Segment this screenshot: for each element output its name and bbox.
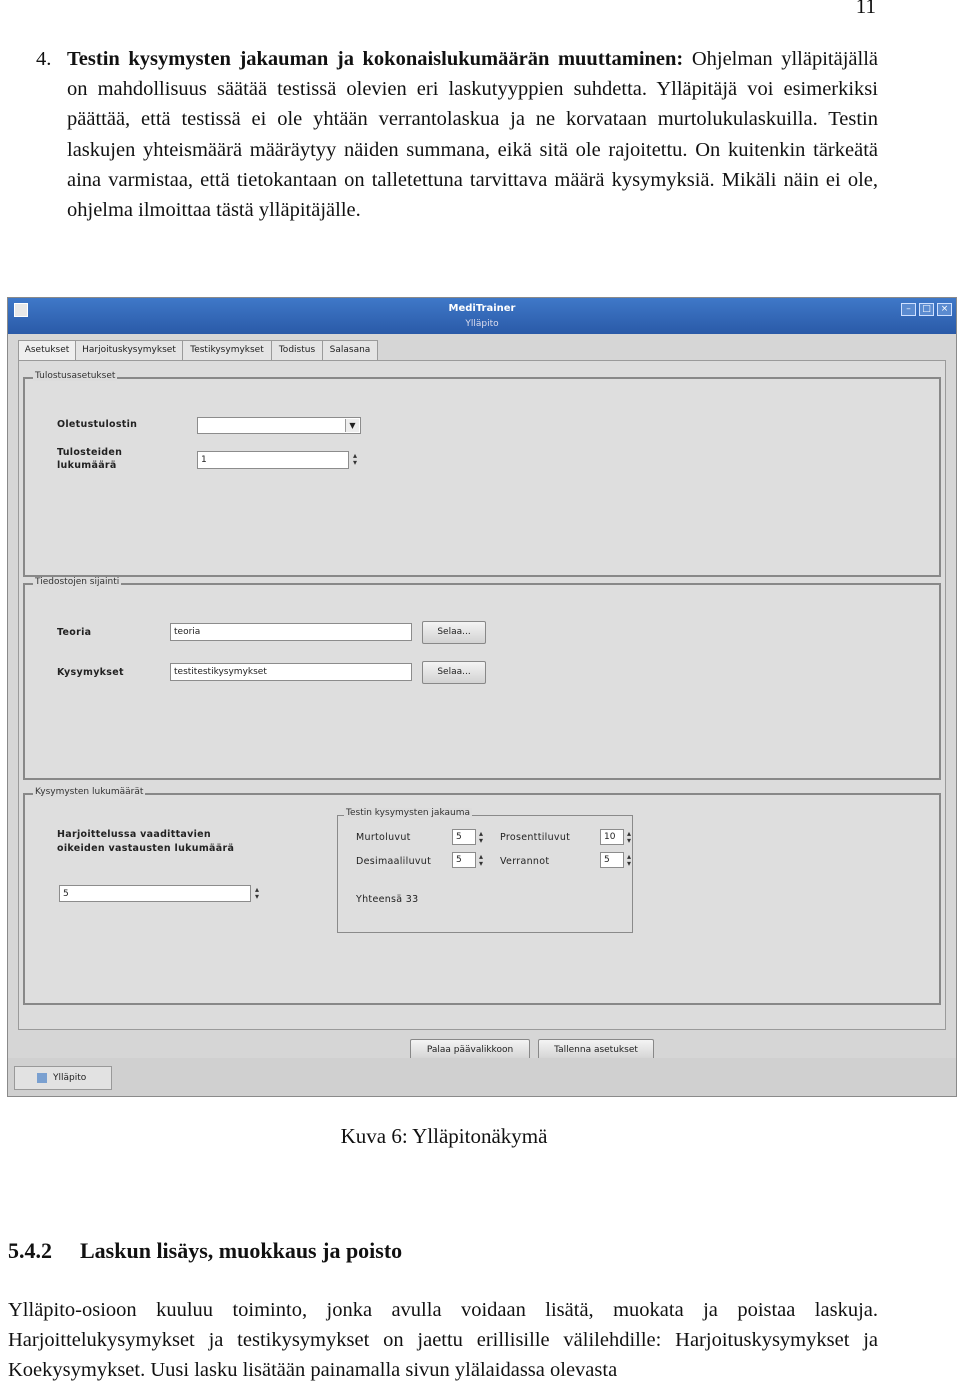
- printer-label: Oletustulostin: [57, 419, 138, 430]
- print-settings-legend: Tulostusasetukset: [35, 371, 116, 381]
- theory-label: Teoria: [57, 627, 92, 638]
- ratio-spinner[interactable]: ▴ ▾: [627, 852, 632, 868]
- list-item-text: Ohjelman ylläpitäjällä on mahdollisuus säätää testissä olevien eri laskutyyppien suhdetta. Ylläpitäjä voi esimerkiksi päättää, että testissä ei ole yhtään verrantolaskua ja ne korvataan murtolukulaskuilla. Testin laskujen yhteismäärä määräytyy näiden summana, eikä sitä ole rajoitettu. On kuitenkin tärkeätä aina varmistaa, että tietokantaan on talletettuna tarvittava määrä kysymyksiä. Mikäli näin ei ole, ohjelma ilmoittaa tästä ylläpitäjälle.: [67, 48, 879, 222]
- taskbar: [8, 1058, 956, 1096]
- save-settings-button[interactable]: Tallenna asetukset: [538, 1039, 654, 1061]
- copies-label-line2: lukumäärä: [57, 460, 117, 471]
- practice-label-line1: Harjoittelussa vaadittavien: [57, 829, 211, 840]
- question-counts-legend: Kysymysten lukumäärät: [35, 787, 144, 797]
- total-label: Yhteensä 33: [356, 894, 419, 905]
- body-paragraph: Ylläpito-osioon kuuluu toiminto, jonka avulla voidaan lisätä, muokata ja poistaa laskuja. Harjoittelukysymykset ja testikysymykset on jaettu erillisille välilehdille: Harjoituskysymykset ja Koekysymykset. Uusi lasku lisätään painamalla sivun ylälaidassa olevasta: [8, 1299, 878, 1381]
- minimize-icon[interactable]: –: [901, 303, 916, 316]
- list-item-body: [67, 44, 878, 225]
- tab-asetukset[interactable]: Asetukset: [18, 340, 76, 361]
- window-subtitle: Ylläpito: [465, 319, 499, 329]
- printer-select[interactable]: [197, 417, 361, 434]
- practice-count-spinner[interactable]: ▴ ▾: [255, 885, 260, 901]
- fractions-input[interactable]: 5: [452, 829, 476, 845]
- section-title: Laskun lisäys, muokkaus ja poisto: [80, 1238, 403, 1263]
- list-item-heading: Testin kysymysten jakauman ja kokonaislukumäärän muuttaminen:: [67, 48, 684, 70]
- window-title: MediTrainer: [448, 303, 516, 314]
- fractions-label: Murtoluvut: [356, 832, 411, 843]
- decimals-spinner[interactable]: ▴ ▾: [479, 852, 484, 868]
- distribution-group: [337, 808, 633, 933]
- print-settings-group: [23, 371, 941, 577]
- figure-caption: Kuva 6: Ylläpitonäkymä: [340, 1124, 548, 1148]
- section-heading: [8, 1238, 402, 1264]
- window-icon: [37, 1073, 47, 1083]
- fractions-spinner[interactable]: ▴ ▾: [479, 829, 484, 845]
- close-icon[interactable]: ×: [937, 303, 952, 316]
- practice-label-line2: oikeiden vastausten lukumäärä: [57, 843, 235, 854]
- back-to-main-menu-button[interactable]: Palaa päävalikkoon: [410, 1039, 530, 1061]
- list-item-number: 4.: [36, 48, 52, 70]
- maximize-icon[interactable]: □: [919, 303, 934, 316]
- decimals-input[interactable]: 5: [452, 852, 476, 868]
- percent-label: Prosenttiluvut: [500, 832, 571, 843]
- window-titlebar: [8, 298, 956, 334]
- theory-path-input[interactable]: teoria: [170, 623, 412, 641]
- theory-browse-button[interactable]: Selaa...: [422, 621, 486, 644]
- questions-path-input[interactable]: testitestikysymykset: [170, 663, 412, 681]
- ratio-label: Verrannot: [500, 856, 550, 867]
- copies-input[interactable]: 1: [197, 451, 349, 469]
- questions-label: Kysymykset: [57, 667, 124, 678]
- taskbar-app-button[interactable]: [14, 1066, 112, 1090]
- copies-spinner[interactable]: ▴ ▾: [353, 451, 358, 467]
- decimals-label: Desimaaliluvut: [356, 856, 432, 867]
- question-counts-group: [23, 787, 941, 1005]
- section-number: 5.4.2: [8, 1238, 52, 1263]
- page-number: 11: [855, 0, 876, 18]
- settings-panel: [18, 360, 946, 1030]
- copies-label-line1: Tulosteiden: [57, 447, 123, 458]
- file-locations-legend: Tiedostojen sijainti: [35, 577, 120, 587]
- window-controls: [898, 303, 952, 316]
- chevron-down-icon[interactable]: ▼: [345, 419, 359, 432]
- file-locations-group: [23, 577, 941, 780]
- percent-input[interactable]: 10: [600, 829, 624, 845]
- tab-testikysymykset[interactable]: Testikysymykset: [182, 340, 272, 360]
- screenshot-figure: [7, 297, 957, 1097]
- ratio-input[interactable]: 5: [600, 852, 624, 868]
- taskbar-app-label: Ylläpito: [53, 1073, 87, 1083]
- percent-spinner[interactable]: ▴ ▾: [627, 829, 632, 845]
- tab-salasana[interactable]: Salasana: [322, 340, 378, 360]
- tab-harjoituskysymykset[interactable]: Harjoituskysymykset: [75, 340, 183, 360]
- tab-todistus[interactable]: Todistus: [271, 340, 323, 360]
- distribution-legend: Testin kysymysten jakauma: [346, 808, 471, 818]
- practice-count-input[interactable]: 5: [59, 885, 251, 902]
- questions-browse-button[interactable]: Selaa...: [422, 661, 486, 684]
